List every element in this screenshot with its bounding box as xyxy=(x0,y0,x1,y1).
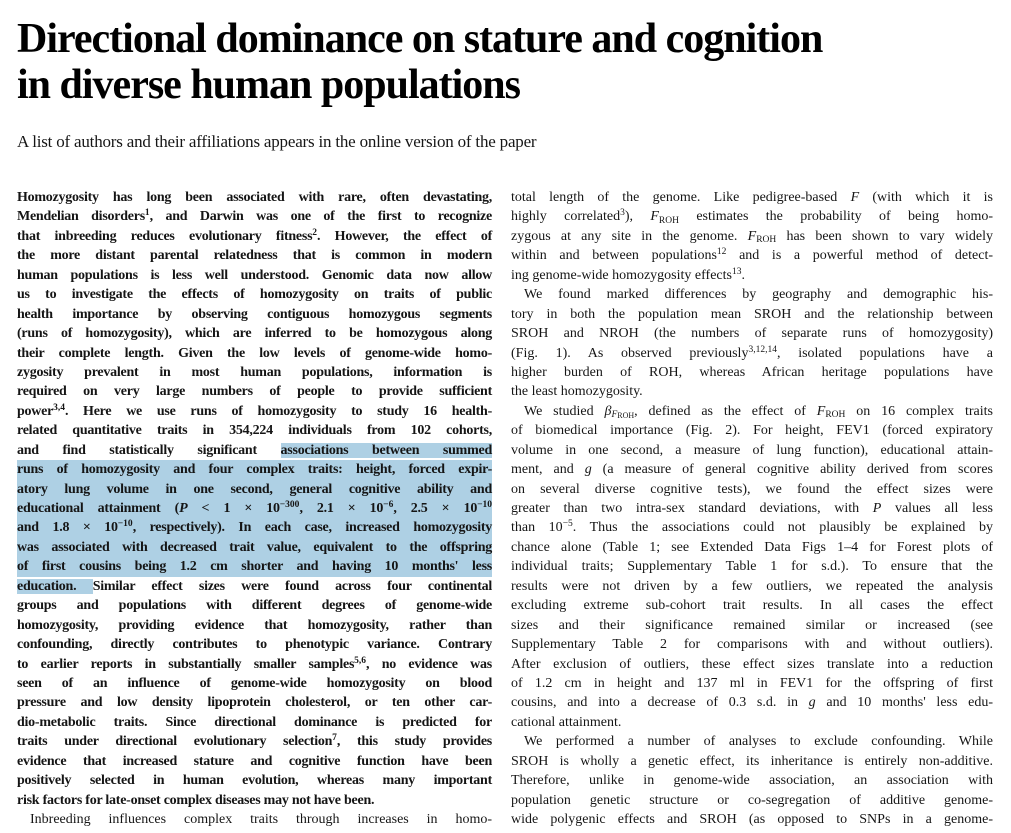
text-segment: , this study provides xyxy=(336,734,492,750)
text-line xyxy=(17,771,492,790)
text-line xyxy=(17,363,492,382)
text-segment: volume in one second, a measure of lung function), educational attain- xyxy=(511,442,993,458)
text-line xyxy=(17,635,492,654)
text-segment: of 1.2 cm in height and 137 ml in FEV1 for the offspring of first xyxy=(511,675,993,691)
text-line xyxy=(17,227,492,246)
text-segment: pressure and low density lipoprotein cholesterol, or ten other car- xyxy=(17,695,492,711)
text-segment: F xyxy=(850,190,860,205)
text-line xyxy=(511,810,993,829)
text-line xyxy=(17,713,492,732)
text-segment: positively selected in human evolution, whereas many important xyxy=(17,773,492,789)
text-segment: After exclusion of outliers, these effect sizes translate into a reduction xyxy=(511,656,993,672)
text-segment: human populations is less well understood. Genomic data now allow xyxy=(17,267,492,283)
text-segment: . However, the effect of xyxy=(317,228,492,244)
text-line xyxy=(511,363,993,382)
text-segment: ROH xyxy=(756,235,777,246)
text-line xyxy=(17,207,492,226)
text-segment: us to investigate the effects of homozygosity on traits of public xyxy=(17,287,492,303)
text-line xyxy=(17,732,492,751)
text-segment: to earlier reports in substantially smaller samples xyxy=(17,656,355,672)
text-line xyxy=(17,324,492,343)
text-segment: . Here we use runs of homozygosity to study 16 health- xyxy=(64,403,492,419)
text-segment: , and Darwin was one of the first to recognize xyxy=(149,209,492,225)
text-line xyxy=(17,538,492,557)
selected-text: P xyxy=(179,501,188,516)
text-segment: total length of the genome. Like pedigree-based xyxy=(511,190,851,205)
article-body xyxy=(17,188,994,829)
text-segment: 3 xyxy=(620,208,625,219)
selected-text: education. xyxy=(17,578,93,594)
text-segment: g xyxy=(584,462,592,478)
selected-text: and 1.8 × 10 xyxy=(17,520,118,536)
text-line xyxy=(511,402,993,421)
text-segment: cousins, and into a decrease of 0.3 s.d. in xyxy=(511,695,809,711)
text-line xyxy=(511,596,993,615)
selected-text: < 1 × 10 xyxy=(187,501,280,516)
selected-text: −300 xyxy=(279,500,300,510)
text-segment: We performed a number of analyses to exclude confounding. While xyxy=(524,734,993,750)
text-segment: has been shown to vary widely xyxy=(776,228,993,244)
selected-text: −10 xyxy=(117,519,133,530)
text-line xyxy=(17,305,492,324)
text-line xyxy=(511,635,993,654)
text-line xyxy=(17,499,492,518)
text-segment: power xyxy=(17,403,54,419)
text-segment: Inbreeding influences complex traits through increases in homo- xyxy=(30,812,492,827)
text-line xyxy=(17,441,492,460)
text-line xyxy=(511,480,993,499)
text-line xyxy=(511,577,993,596)
text-segment: Supplementary Table 2 for comparisons with and without outliers). xyxy=(511,637,993,653)
text-line xyxy=(17,655,492,674)
text-segment: homozygosity, providing evidence that homozygosity, rather than xyxy=(17,617,492,633)
text-segment: results were not driven by a few outliers, we repeated the analysis xyxy=(511,578,993,594)
text-segment: greater than two intra-sex standard deviations, with xyxy=(511,501,873,516)
text-segment: evidence that increased stature and cognitive function have been xyxy=(17,753,492,769)
text-segment: within and between populations xyxy=(511,248,717,264)
text-segment: that inbreeding reduces evolutionary fitness xyxy=(17,228,313,244)
text-segment: health importance by observing contiguous homozygous segments xyxy=(17,306,492,322)
text-segment: sizes and their significance remained similar or increased (see xyxy=(511,617,993,633)
text-line xyxy=(511,207,993,226)
text-segment: their complete length. Given the low levels of genome-wide homo- xyxy=(17,345,492,361)
text-segment: tory in both the population mean SROH and the relationship between xyxy=(511,306,993,322)
text-segment: related quantitative traits in 354,224 individuals from 102 cohorts, xyxy=(17,423,492,439)
text-segment: 12 xyxy=(716,247,727,258)
text-segment: excluding extreme sub-cohort trait results. In all cases the effect xyxy=(511,598,993,614)
selected-text: , 2.5 × 10 xyxy=(393,501,478,516)
text-segment: SROH is wholly a genetic effect, its inheritance is entirely non-additive. xyxy=(511,753,993,769)
text-segment: ROH xyxy=(825,410,846,421)
right-column[interactable] xyxy=(511,188,993,829)
text-segment: . Thus the associations could not plausibly be explained by xyxy=(572,520,993,536)
text-line xyxy=(17,596,492,615)
text-segment: ROH xyxy=(617,411,635,421)
selected-text: was associated with decreased trait value, equivalent to the offspring xyxy=(17,539,492,555)
text-line xyxy=(511,713,993,732)
selected-text: −6 xyxy=(383,500,394,510)
text-segment: . xyxy=(741,267,745,283)
selected-text: , 2.1 × 10 xyxy=(299,501,384,516)
text-segment: Mendelian disorders xyxy=(17,209,145,225)
text-line xyxy=(17,616,492,635)
text-line xyxy=(511,266,993,285)
text-segment: ROH xyxy=(658,215,679,226)
selected-text: runs of homozygosity and four complex traits: height, forced expir- xyxy=(17,462,492,478)
text-line xyxy=(17,382,492,401)
text-line xyxy=(17,266,492,285)
text-segment: wide polygenic effects and SROH (as opposed to SNPs in a genome- xyxy=(511,812,993,827)
text-line xyxy=(511,188,993,207)
text-segment: traits under directional evolutionary selection xyxy=(17,734,333,750)
text-segment: Therefore, unlike in genome-wide association, an association with xyxy=(511,773,993,789)
text-segment: g xyxy=(808,695,816,711)
text-line xyxy=(17,188,492,207)
text-line xyxy=(511,382,993,401)
text-line xyxy=(511,771,993,790)
text-segment: of biomedical importance (Fig. 2). For height, FEV1 (forced expiratory xyxy=(511,423,993,439)
text-segment: F xyxy=(747,228,757,244)
text-segment: (Fig. 1). As observed previously xyxy=(511,345,749,361)
text-segment: β xyxy=(604,403,612,419)
text-line xyxy=(17,285,492,304)
text-segment: Homozygosity has long been associated with rare, often devastating, xyxy=(17,190,492,205)
text-segment: and is a powerful method of detect- xyxy=(726,248,994,264)
selected-text: associations between summed xyxy=(280,442,492,458)
text-line xyxy=(511,441,993,460)
text-segment: and 10 months' less edu- xyxy=(815,695,993,711)
text-line xyxy=(17,460,492,479)
text-line xyxy=(17,674,492,693)
text-segment: seen of an influence of genome-wide homozygosity on blood xyxy=(17,675,492,691)
text-segment: F xyxy=(816,403,826,419)
text-line xyxy=(511,791,993,810)
text-segment: 7 xyxy=(332,733,337,744)
text-segment: risk factors for late-onset complex diseases may not have been. xyxy=(17,792,375,808)
text-line xyxy=(511,518,993,537)
text-line xyxy=(17,480,492,499)
text-segment: F xyxy=(650,209,659,225)
text-line xyxy=(511,732,993,751)
text-segment: population genetic structure or co-segregation of additive genome- xyxy=(511,792,993,808)
byline: A list of authors and their affiliations appears in the online version of the paper xyxy=(17,132,537,151)
text-line xyxy=(17,791,492,810)
selected-text: atory lung volume in one second, general cognitive ability and xyxy=(17,481,492,497)
text-segment: 3,4 xyxy=(53,402,65,413)
text-line xyxy=(511,344,993,363)
text-line xyxy=(17,518,492,537)
text-line xyxy=(511,538,993,557)
text-line xyxy=(17,810,492,829)
text-segment: higher burden of ROH, whereas African heritage populations have xyxy=(511,364,993,380)
text-segment: , no evidence was xyxy=(366,656,492,672)
text-line xyxy=(17,752,492,771)
left-column[interactable] xyxy=(17,188,492,829)
paper-title-line-1: Directional dominance on stature and cognition xyxy=(17,16,823,62)
text-segment: on 16 complex traits xyxy=(845,403,993,419)
text-segment: Similar effect sizes were found across four continental xyxy=(92,578,493,594)
text-segment: We found marked differences by geography and demographic his- xyxy=(524,287,993,303)
text-segment: 13 xyxy=(731,266,742,277)
text-line xyxy=(511,752,993,771)
text-segment: −5 xyxy=(562,519,573,530)
text-segment: required on very large numbers of people to provide sufficient xyxy=(17,384,492,400)
text-segment: than 10 xyxy=(511,520,563,536)
text-line xyxy=(511,693,993,712)
text-segment: and find statistically significant xyxy=(17,442,281,458)
text-segment: on several diverse cognitive tests), we found the effect sizes were xyxy=(511,481,993,497)
text-line xyxy=(511,227,993,246)
text-line xyxy=(17,421,492,440)
text-segment: individual traits; Supplementary Table 1 for s.d.). To ensure that the xyxy=(511,559,993,575)
text-segment: (a measure of general cognitive ability derived from scores xyxy=(591,462,993,478)
text-segment: P xyxy=(872,501,882,516)
paper-title xyxy=(17,16,994,108)
text-segment: zygosity prevalent in most human populations, information is xyxy=(17,364,492,380)
text-line xyxy=(511,421,993,440)
text-line xyxy=(511,246,993,265)
selected-text: educational attainment ( xyxy=(17,501,180,516)
text-line xyxy=(511,460,993,479)
text-segment: F xyxy=(611,410,618,421)
text-segment: 3,12,14 xyxy=(748,344,777,355)
text-line xyxy=(511,655,993,674)
text-segment: SROH and NROH (the numbers of separate runs of homozygosity) xyxy=(511,326,993,342)
text-segment: (with which it is xyxy=(859,190,993,205)
text-segment: 2 xyxy=(312,227,318,238)
text-line xyxy=(511,674,993,693)
text-segment: ), xyxy=(624,209,651,225)
text-segment: the least homozygosity. xyxy=(511,384,643,400)
text-segment: 5,6 xyxy=(354,655,367,666)
text-line xyxy=(17,577,492,596)
text-segment: confounding, directly contributes to phenotypic variance. Contrary xyxy=(17,637,492,653)
text-line xyxy=(511,285,993,304)
text-segment: chance alone (Table 1; see Extended Data Figs 1–4 for Forest plots of xyxy=(511,539,993,555)
text-segment: (runs of homozygosity), which are inferred to be homozygous along xyxy=(17,326,492,342)
text-line xyxy=(511,557,993,576)
text-segment: estimates the probability of being homo- xyxy=(678,209,993,225)
text-segment: , isolated populations have a xyxy=(776,345,993,361)
text-line xyxy=(511,324,993,343)
text-segment: highly correlated xyxy=(511,209,621,225)
text-line xyxy=(17,557,492,576)
text-segment: ing genome-wide homozygosity effects xyxy=(511,267,732,283)
selected-text: , respectively). In each case, increased homozygosity xyxy=(132,520,492,536)
text-segment: 1 xyxy=(144,208,150,219)
text-line xyxy=(17,693,492,712)
text-segment: , defined as the effect of xyxy=(634,403,817,419)
text-segment: cational attainment. xyxy=(511,714,622,730)
text-line xyxy=(511,616,993,635)
text-segment: dio-metabolic traits. Since directional dominance is predicted for xyxy=(17,714,492,730)
text-segment: zygous at any site in the genome. xyxy=(511,228,748,244)
text-line xyxy=(511,305,993,324)
text-segment: the more distant parental relatedness that is common in modern xyxy=(17,248,492,264)
text-segment: groups and populations with different degrees of genome-wide xyxy=(17,598,492,614)
text-segment: We studied xyxy=(524,403,605,419)
text-line xyxy=(511,499,993,518)
text-line xyxy=(17,246,492,265)
text-line xyxy=(17,402,492,421)
text-segment: ment, and xyxy=(511,462,585,478)
paper-title-line-2: in diverse human populations xyxy=(17,62,520,108)
text-line xyxy=(17,344,492,363)
selected-text: of first cousins being 1.2 cm shorter and having 10 months' less xyxy=(17,559,492,575)
selected-text: −10 xyxy=(477,500,492,510)
text-segment: values all less xyxy=(881,501,993,516)
